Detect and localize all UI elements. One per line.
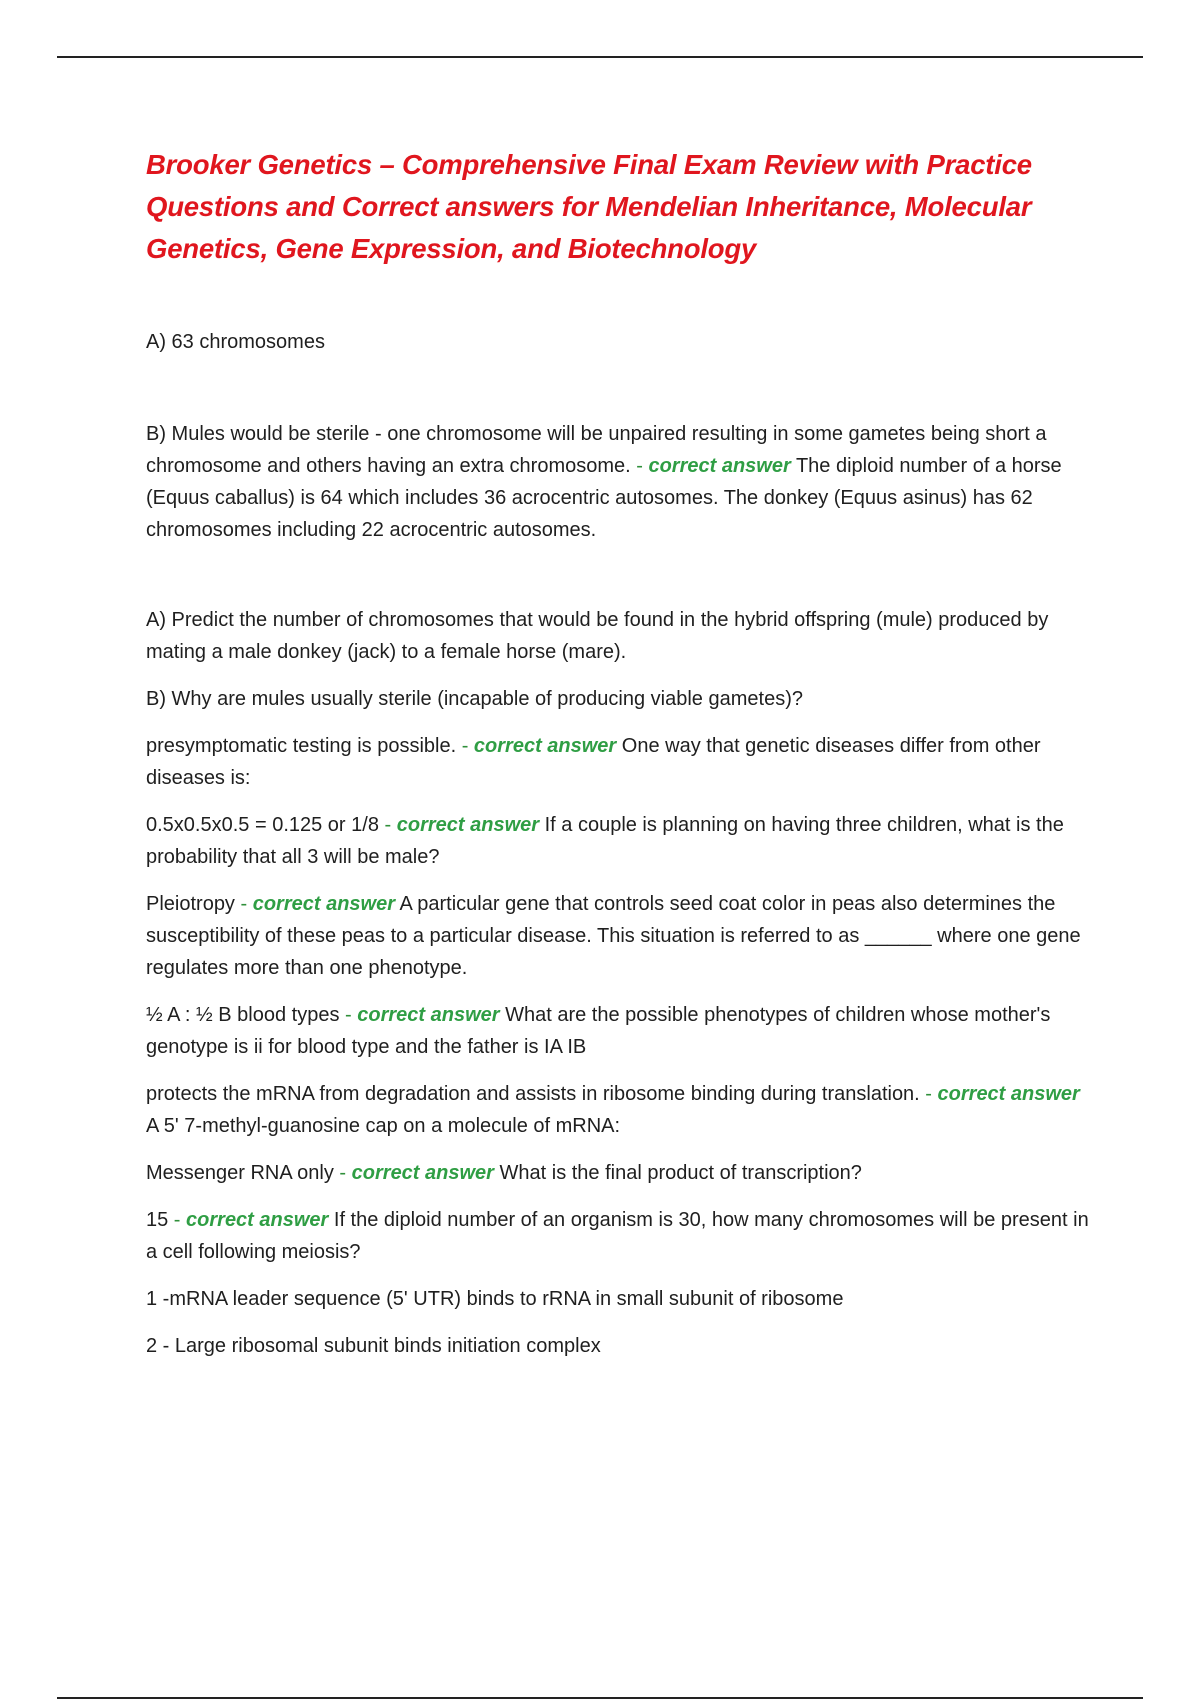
paragraph-text: 1 -mRNA leader sequence (5' UTR) binds to rRNA in small subunit of ribosome <box>146 1288 844 1310</box>
paragraph-13 <box>146 1330 1090 1362</box>
correct-answer-label: correct answer <box>357 1004 500 1026</box>
correct-answer-label: correct answer <box>473 735 617 757</box>
separator: - <box>333 1162 352 1184</box>
paragraph-text: 2 - Large ribosomal subunit binds initiation complex <box>146 1335 601 1357</box>
paragraph-text: B) Why are mules usually sterile (incapable of producing viable gametes)? <box>146 688 803 710</box>
paragraph-8 <box>146 999 1090 1063</box>
question-text: If the diploid number of an organism is 30, how many chromosomes will be present in a cell following meiosis? <box>146 1209 1089 1263</box>
correct-answer-label: correct answer <box>937 1083 1080 1105</box>
separator: - <box>630 455 649 477</box>
answer-text: presymptomatic testing is possible. <box>146 735 457 757</box>
correct-answer-label: correct answer <box>648 455 791 477</box>
answer-text: B) Mules would be sterile - one chromosome will be unpaired resulting in some gametes being short a chromosome and others having an extra chromosome. <box>146 423 1047 477</box>
top-rule <box>57 56 1143 58</box>
answer-text: Pleiotropy <box>146 893 235 915</box>
question-text: If a couple is planning on having three children, what is the probability that all 3 will be male? <box>146 814 1064 868</box>
separator: - <box>234 893 253 915</box>
paragraph-11 <box>146 1204 1090 1268</box>
question-text: A 5' 7-methyl-guanosine cap on a molecule of mRNA: <box>146 1115 621 1137</box>
question-text: One way that genetic diseases differ from other diseases is: <box>146 735 1041 789</box>
question-text: What is the final product of transcription? <box>499 1162 862 1184</box>
separator: - <box>168 1209 187 1231</box>
paragraph-9 <box>146 1078 1090 1142</box>
answer-text: Messenger RNA only <box>146 1162 334 1184</box>
paragraph-text: A) Predict the number of chromosomes that would be found in the hybrid offspring (mule) produced by mating a male donkey (jack) to a female horse (mare). <box>146 609 1049 663</box>
correct-answer-label: correct answer <box>351 1162 494 1184</box>
paragraph-2 <box>146 418 1090 546</box>
correct-answer-label: correct answer <box>396 814 540 836</box>
paragraph-4 <box>146 683 1090 715</box>
answer-text: ½ A : ½ B blood types <box>146 1004 340 1026</box>
separator: - <box>378 814 397 836</box>
document-body <box>146 326 1090 1362</box>
paragraph-3 <box>146 604 1090 668</box>
question-text: A particular gene that controls seed coat color in peas also determines the susceptibility of these peas to a particular disease. This situation is referred to as ______ where one gene regulates more than one phenotype. <box>146 893 1081 979</box>
separator: - <box>919 1083 938 1105</box>
paragraph-text: A) 63 chromosomes <box>146 331 325 353</box>
answer-text: 15 <box>146 1209 169 1231</box>
paragraph-5 <box>146 730 1090 794</box>
document-title: Brooker Genetics – Comprehensive Final Exam Review with Practice Questions and Correct answers for Mendelian Inheritance, Molecular Genetics, Gene Expression, and Biotechnology <box>146 149 1032 264</box>
paragraph-7 <box>146 888 1090 984</box>
separator: - <box>456 735 474 757</box>
question-text: What are the possible phenotypes of children whose mother's genotype is ii for blood type and the father is IA IB <box>146 1004 1051 1058</box>
paragraph-6 <box>146 809 1090 873</box>
correct-answer-label: correct answer <box>186 1209 329 1231</box>
correct-answer-label: correct answer <box>252 893 396 915</box>
paragraph-10 <box>146 1157 1090 1189</box>
question-text: The diploid number of a horse (Equus caballus) is 64 which includes 36 acrocentric autosomes. The donkey (Equus asinus) has 62 chromosomes including 22 acrocentric autosomes. <box>146 455 1062 541</box>
answer-text: 0.5x0.5x0.5 = 0.125 or 1/8 <box>146 814 379 836</box>
separator: - <box>339 1004 358 1026</box>
bottom-rule <box>57 1697 1143 1699</box>
answer-text: protects the mRNA from degradation and assists in ribosome binding during translation. <box>146 1083 920 1105</box>
paragraph-12 <box>146 1283 1090 1315</box>
paragraph-1 <box>146 326 1090 358</box>
document-page <box>146 144 1090 1377</box>
